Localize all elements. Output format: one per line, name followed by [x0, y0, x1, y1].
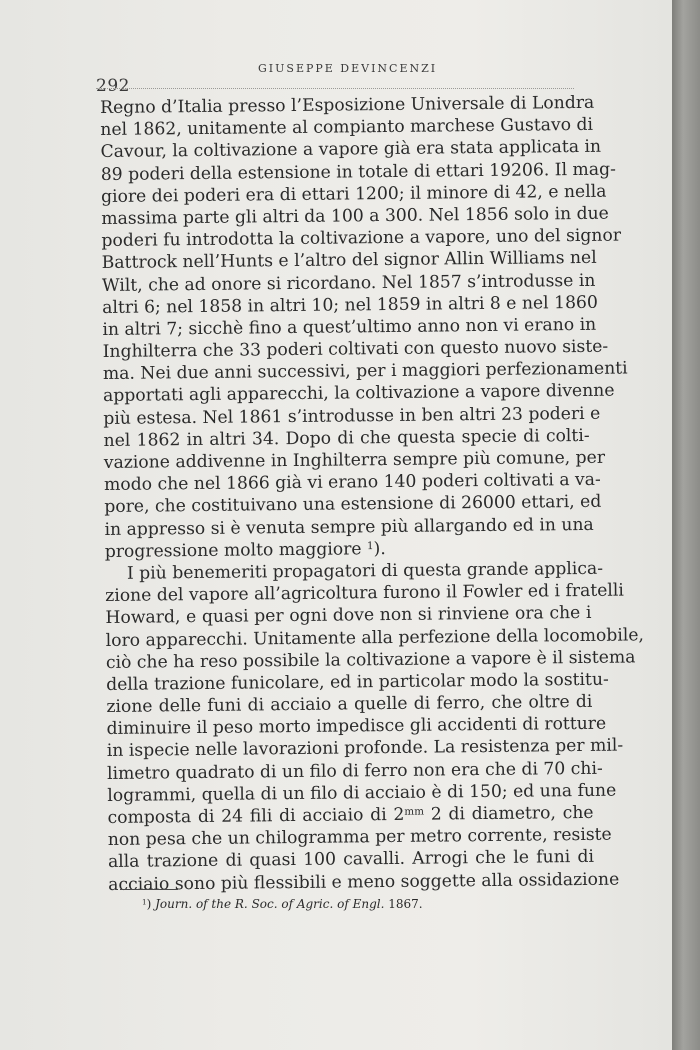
text-line: pore, che costituivano una estensione di 26000 ettari, ed [104, 492, 602, 518]
text-line: 89 poderi della estensione in totale di ettari 19206. Il mag- [100, 159, 616, 185]
text-line: zione delle funi di acciaio a quelle di ferro, che oltre di [106, 691, 593, 718]
text-line: ciò che ha reso possibile la coltivazione a vapore è il sistema [105, 647, 636, 673]
header-rule [96, 88, 574, 89]
text-line: altri 6; nel 1858 in altri 10; nel 1859 in altri 8 e nel 1860 [102, 292, 598, 318]
footnote [142, 897, 423, 911]
text-line: alla trazione di quasi 100 cavalli. Arrogi che le funi di [107, 847, 595, 873]
text-line: in altri 7; sicchè fino a quest’ultimo anno non vi erano in [102, 314, 597, 340]
text-line: nel 1862 in altri 34. Dopo di che questa specie di colti- [103, 425, 590, 451]
text-line: vazione addivenne in Inghilterra sempre più comune, per [103, 447, 606, 473]
text-line: più estesa. Nel 1861 s’introdusse in ben altri 23 poderi e [103, 403, 601, 429]
text-line: massima parte gli altri da 100 a 300. Nel 1856 solo in due [101, 203, 609, 229]
text-line: zione del vapore all’agricoltura furono il Fowler ed i fratelli [105, 580, 624, 607]
text-line-content: progressione molto maggiore [104, 539, 362, 562]
footnote-year: 1867. [388, 897, 423, 911]
text-line: nel 1862, unitamente al compianto marchese Gustavo di [100, 115, 594, 141]
text-line: Howard, e quasi per ogni dove non si rinviene ora che i [105, 603, 592, 629]
text-line: modo che nel 1866 già vi erano 140 poderi coltivati a va- [103, 469, 601, 496]
text-line: in ispecie nelle lavorazioni profonde. La resistenza per mil- [106, 735, 624, 762]
text-line-tail: 2 di diametro, che [430, 802, 594, 825]
text-line: giore dei poderi era di ettari 1200; il minore di 42, e nella [100, 181, 607, 207]
footnote-source: Journ. of the R. Soc. of Agric. of Engl. [155, 897, 385, 911]
text-line: diminuire il peso morto impedisce gli accidenti di rotture [106, 713, 607, 740]
text-line: della trazione funicolare, ed in particolar modo la sostitu- [106, 669, 609, 695]
text-line: loro apparecchi. Unitamente alla perfezione della locomobile, [105, 624, 645, 651]
text-line: poderi fu introdotta la coltivazione a vapore, uno del signor [101, 225, 622, 252]
body-text [100, 92, 645, 896]
text-line: ma. Nei due anni successivi, per i maggiori perfezionamenti [102, 358, 628, 385]
text-line: apportati agli apparecchi, la coltivazione a vapore divenne [103, 381, 615, 407]
text-line-content: composta di 24 fili di acciaio di [107, 805, 387, 828]
running-head: GIUSEPPE DEVINCENZI [258, 62, 438, 75]
measure-unit: mm [404, 805, 425, 818]
measure-value: 2 [393, 804, 405, 825]
footnote-marker: 1 [142, 897, 147, 907]
text-line-paragraph-start: I più benemeriti propagatori di questa grande applica- [126, 558, 604, 584]
text-line: logrammi, quella di un filo di acciaio è di 150; ed una fune [107, 780, 617, 806]
page-edge [672, 0, 700, 1050]
text-line: Battrock nell’Hunts e l’altro del signor Allin Williams nel [101, 248, 597, 274]
page-number: 292 [96, 76, 130, 96]
text-line: in appresso si è venuta sempre più allargando ed in una [104, 514, 594, 540]
text-line: Regno d’Italia presso l’Esposizione Universale di Londra [100, 92, 595, 118]
text-line: Wilt, che ad onore si ricordano. Nel 1857 s’introdusse in [101, 270, 596, 296]
text-line-tail: ). [373, 538, 386, 559]
text-line: Cavour, la coltivazione a vapore già era stata applicata in [100, 137, 602, 163]
text-line: non pesa che un chilogramma per metro corrente, resiste [107, 824, 612, 851]
footnote-ref: 1 [366, 539, 374, 552]
footnote-rule [120, 889, 178, 890]
text-line: limetro quadrato di un filo di ferro non era che di 70 chi- [106, 758, 603, 784]
text-line: Inghilterra che 33 poderi coltivati con questo nuovo siste- [102, 336, 609, 363]
footnote-marker-tail: ) [146, 897, 152, 911]
text-line: acciaio sono più flessibili e meno soggette alla ossidazione [108, 869, 620, 895]
